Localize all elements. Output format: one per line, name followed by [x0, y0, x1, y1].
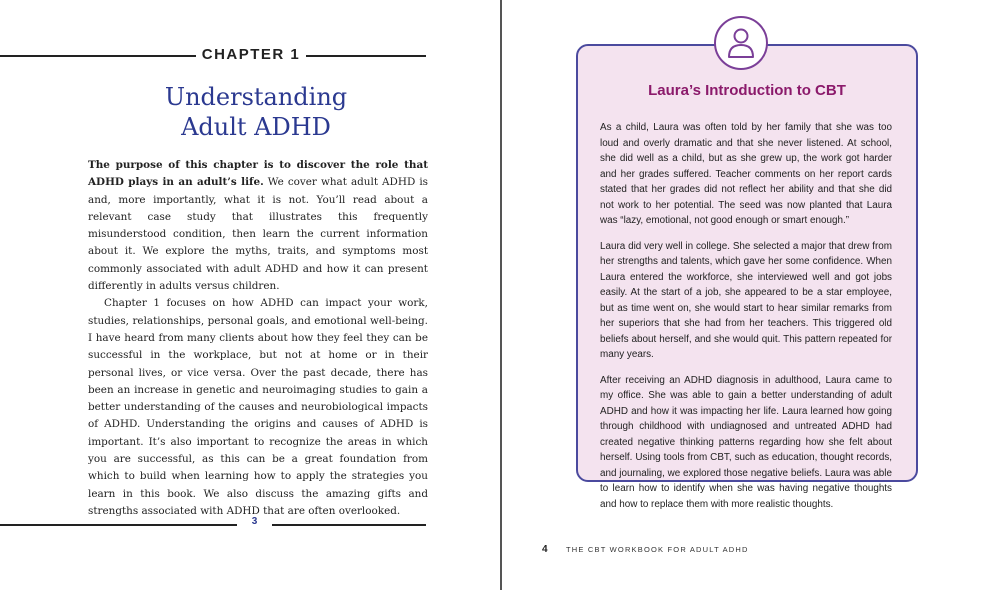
paragraph-focus: Chapter 1 focuses on how ADHD can impact your work, studies, relationships, personal goals, and emotional well-being. I have heard from many clients about how they feel they can be successful in the workplace, but not at home or in their personal lives, or vice versa. Over the past decade, there has been an increase in genetic and neuroimaging studies to gain a better understanding of the causes and neurobiological impacts of ADHD. Understanding the origins and causes of ADHD is important. It’s also important to recognize the areas in which you are successful, as this can be a great foundation from which to build when learning how to apply the strategies you learn in this book. We also discuss the amazing gifts and strengths associated with ADHD that are often overlooked.: [88, 297, 428, 517]
page-number-left: 3: [251, 516, 258, 527]
case-paragraph-2: Laura did very well in college. She selected a major that drew from her strengths and talents, which gave her some confidence. When Laura entered the workforce, she interviewed well and got jobs easily. At the start of a job, she appeared to be a star employee, but as time went on, she would start to hear similar remarks from her superiors that she had from her teachers. This triggered old beliefs about herself, and she would quit. This pattern repeated for many years.: [600, 240, 892, 360]
person-icon: [714, 16, 768, 70]
chapter-title-line2: Adult ADHD: [181, 113, 331, 141]
paragraph-intro-rest: We cover what adult ADHD is and, more importantly, what it is not. You’ll read about a relevant case study that illustrates this frequently misunderstood condition, then learn the current information about it. We explore the myths, traits, and symptoms most commonly associated with adult ADHD and how it can present differently in adults versus children.: [88, 176, 428, 293]
chapter-body: [88, 157, 428, 520]
chapter-title: [60, 82, 452, 142]
chapter-header: [0, 46, 500, 66]
chapter-label: CHAPTER 1: [201, 46, 301, 63]
paragraph-intro-lead: The purpose of this chapter is to discover the role that ADHD plays in an adult’s life.: [88, 159, 428, 189]
case-study-body: [600, 120, 892, 522]
right-page: [502, 0, 1000, 590]
paragraph-intro: [88, 157, 428, 295]
running-head: THE CBT WORKBOOK FOR ADULT ADHD: [566, 545, 749, 554]
chapter-title-line1: Understanding: [164, 83, 348, 111]
case-study-title: Laura’s Introduction to CBT: [648, 82, 846, 99]
page-number-right: 4: [542, 544, 548, 555]
left-footer: [0, 516, 500, 536]
footer-rule-left: [0, 524, 237, 526]
case-paragraph-3: After receiving an ADHD diagnosis in adulthood, Laura came to my office. She was able to gain a better understanding of adult ADHD and how it was impacting her life. Laura learned how going through childhood with undiagnosed and untreated ADHD had created negative thinking patterns regarding how she felt about herself. Using tools from CBT, such as education, thought records, and journaling, we explored those negative beliefs. Laura was able to learn how to identify when she was having negative thoughts and how to replace them with more realistic thoughts.: [600, 374, 892, 510]
footer-rule-right: [272, 524, 426, 526]
chapter-rule-left: [0, 55, 196, 57]
right-footer: [542, 544, 942, 560]
case-paragraph-1: As a child, Laura was often told by her family that she was too loud and overly dramatic and that she never listened. At school, she did well as a child, but as she grew up, the work got harder and her grades suffered. Teacher comments on her report cards stated that her grades did not reflect her ability and that she did not work to her potential. The seed was now planted that Laura was “lazy, emotional, not good enough or smart enough.”: [600, 122, 892, 226]
chapter-rule-right: [306, 55, 426, 57]
